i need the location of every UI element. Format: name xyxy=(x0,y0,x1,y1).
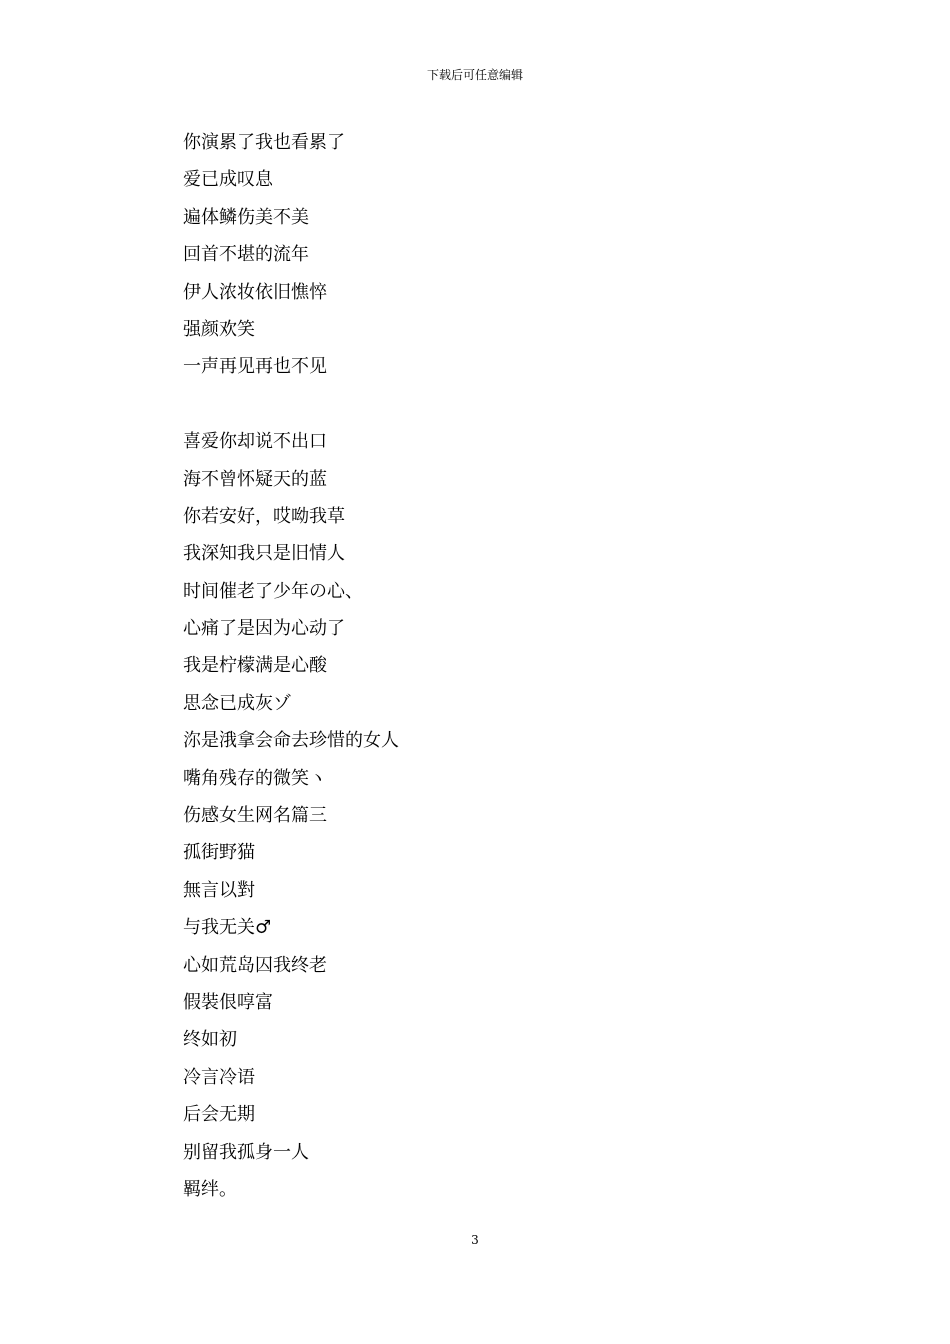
page-number: 3 xyxy=(471,1233,479,1247)
page-header: 下载后可任意编辑 xyxy=(426,68,523,82)
document-body xyxy=(183,124,783,1208)
text-line: 冷言冷语 xyxy=(183,1066,255,1088)
text-line: 我是柠檬满是心酸 xyxy=(183,655,327,677)
text-line: 孤街野猫 xyxy=(183,842,255,864)
text-line: 时间催老了少年の心、 xyxy=(183,580,363,602)
text-line: 思念已成灰ゾ xyxy=(183,692,291,714)
text-line: 海不曾怀疑天的蓝 xyxy=(183,468,327,490)
text-line: 喜爱你却说不出口 xyxy=(183,431,327,453)
text-line: 遍体鳞伤美不美 xyxy=(183,206,309,228)
section-heading: 伤感女生网名篇三 xyxy=(183,805,327,827)
text-line: 我深知我只是旧情人 xyxy=(183,543,345,565)
text-line: 别留我孤身一人 xyxy=(183,1141,309,1163)
text-line: 嘴角残存的微笑ヽ xyxy=(183,767,327,789)
text-line: 羁绊。 xyxy=(183,1178,237,1200)
text-line: 后会无期 xyxy=(183,1104,255,1126)
text-line: 回首不堪的流年 xyxy=(183,244,309,266)
text-line: 与我无关♂ xyxy=(183,917,272,939)
stanza-gap xyxy=(183,386,783,423)
text-line: 你演累了我也看累了 xyxy=(183,132,345,153)
text-line: 心痛了是因为心动了 xyxy=(183,618,345,640)
text-line: 沵是涐拿会命去珍惜的女人 xyxy=(183,730,399,752)
text-line: 终如初 xyxy=(183,1029,237,1051)
text-line: 你若安好，哎呦我草 xyxy=(183,505,345,527)
text-line: 假裝佷啍富 xyxy=(183,991,273,1013)
text-line: 心如荒岛囚我终老 xyxy=(183,954,327,976)
text-line: 伊人浓妆依旧憔悴 xyxy=(183,281,327,303)
text-line: 一声再见再也不见 xyxy=(183,356,327,378)
text-line: 强颜欢笑 xyxy=(183,318,255,340)
text-line: 無言以對 xyxy=(183,879,255,901)
text-line: 爱已成叹息 xyxy=(183,169,273,191)
